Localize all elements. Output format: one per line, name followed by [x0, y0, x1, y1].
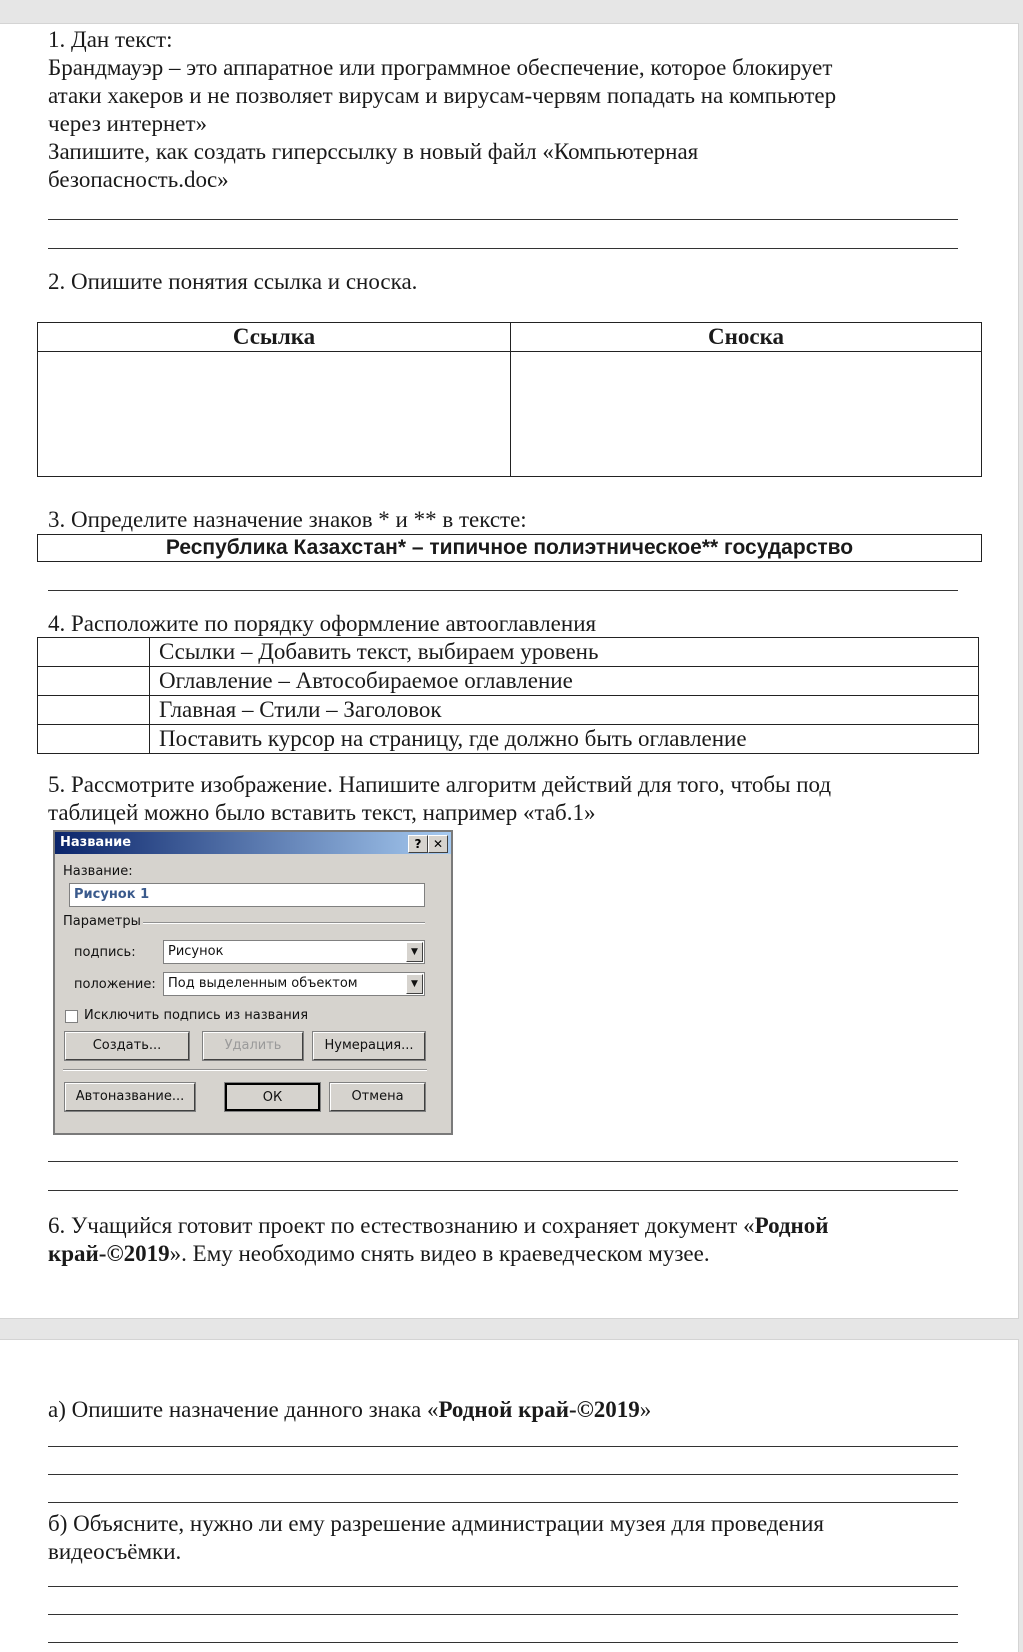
autocaption-button[interactable]: Автоназвание...	[65, 1083, 195, 1111]
q1-text-line: Запишите, как создать гиперссылку в новый файл «Компьютерная	[48, 139, 699, 164]
delete-label-button[interactable]: Удалить	[203, 1032, 303, 1060]
q6a-doc-name-bold: Родной край-©2019	[438, 1397, 640, 1422]
q6a-text-line	[48, 1396, 651, 1424]
numbering-button[interactable]: Нумерация...	[313, 1032, 425, 1060]
caption-input[interactable]: Рисунок 1	[69, 883, 425, 907]
caption-label: Название:	[63, 864, 133, 879]
exclude-label: Исключить подпись из названия	[84, 1008, 309, 1023]
answer-line	[48, 1190, 958, 1191]
position-label: положение:	[74, 977, 156, 992]
exclude-checkbox[interactable]	[65, 1010, 78, 1023]
q6-text-line	[48, 1240, 710, 1268]
answer-line	[48, 1474, 958, 1475]
order-number-cell[interactable]	[38, 696, 150, 725]
q6a-text: »	[639, 1397, 652, 1422]
q5-text-line: таблицей можно было вставить текст, например «таб.1»	[48, 800, 596, 825]
q6-doc-name-bold: Родной	[754, 1213, 829, 1238]
position-select[interactable]	[163, 972, 425, 996]
chevron-down-icon[interactable]: ▼	[406, 974, 423, 994]
q1-text-line: безопасность.doc»	[48, 167, 229, 192]
answer-line	[48, 219, 958, 220]
q6-text-line	[48, 1212, 829, 1240]
answer-line	[48, 1446, 958, 1447]
order-table	[37, 637, 979, 754]
q1-text-line: атаки хакеров и не позволяет вирусам и вирусам-червям попадать на компьютер	[48, 83, 837, 108]
label-select[interactable]	[163, 940, 425, 964]
order-number-cell[interactable]	[38, 667, 150, 696]
help-icon[interactable]: ?	[408, 835, 428, 853]
params-group-label: Параметры	[63, 914, 141, 929]
q3-heading: 3. Определите назначение знаков * и ** в тексте:	[48, 507, 527, 532]
label-select-value: Рисунок	[168, 944, 224, 959]
order-step: Поставить курсор на страницу, где должно быть оглавление	[150, 725, 979, 754]
caption-dialog	[53, 830, 453, 1135]
answer-line	[48, 1161, 958, 1162]
order-step: Ссылки – Добавить текст, выбираем уровень	[150, 638, 979, 667]
col-header-footnote: Сноска	[511, 323, 982, 352]
dialog-divider	[63, 1069, 427, 1071]
q6b-text-line: видеосъёмки.	[48, 1539, 182, 1564]
label-label: подпись:	[74, 945, 136, 960]
q6-text: 6. Учащийся готовит проект по естествознанию и сохраняет документ «	[48, 1213, 755, 1238]
close-icon[interactable]: ✕	[428, 835, 448, 853]
group-divider	[143, 922, 425, 924]
q5-text-line: 5. Рассмотрите изображение. Напишите алгоритм действий для того, чтобы под	[48, 772, 832, 797]
cancel-button[interactable]: Отмена	[330, 1083, 425, 1111]
q1-heading: 1. Дан текст:	[48, 27, 173, 52]
q6a-text: а) Опишите назначение данного знака «	[48, 1397, 439, 1422]
q4-heading: 4. Расположите по порядку оформление автооглавления	[48, 611, 597, 636]
answer-line	[48, 248, 958, 249]
q6-text: ». Ему необходимо снять видео в краеведческом музее.	[169, 1241, 710, 1266]
new-label-button[interactable]: Создать...	[65, 1032, 189, 1060]
order-step: Оглавление – Автособираемое оглавление	[150, 667, 979, 696]
q6b-text-line: б) Объясните, нужно ли ему разрешение администрации музея для проведения	[48, 1511, 824, 1536]
q1-text-line: Брандмауэр – это аппаратное или программное обеспечение, которое блокирует	[48, 55, 833, 80]
dialog-title: Название	[60, 835, 132, 850]
answer-cell-link[interactable]	[38, 352, 511, 477]
col-header-link: Ссылка	[38, 323, 511, 352]
ok-button[interactable]: ОК	[225, 1083, 320, 1111]
answer-line	[48, 1586, 958, 1587]
dialog-titlebar	[55, 832, 451, 854]
worksheet-page-2	[0, 1340, 1018, 1652]
definitions-table	[37, 322, 982, 477]
order-step: Главная – Стили – Заголовок	[150, 696, 979, 725]
q2-heading: 2. Опишите понятия ссылка и сноска.	[48, 269, 418, 294]
answer-line	[48, 1502, 958, 1503]
q3-sentence: Республика Казахстан* – типичное полиэтническое** государство	[37, 534, 982, 562]
answer-line	[48, 590, 958, 591]
answer-line	[48, 1614, 958, 1615]
position-select-value: Под выделенным объектом	[168, 976, 358, 991]
answer-cell-footnote[interactable]	[511, 352, 982, 477]
q1-text-line: через интернет»	[48, 111, 208, 136]
answer-line	[48, 1642, 958, 1643]
order-number-cell[interactable]	[38, 638, 150, 667]
chevron-down-icon[interactable]: ▼	[406, 942, 423, 962]
q6-doc-name-bold: край-©2019	[48, 1241, 170, 1266]
order-number-cell[interactable]	[38, 725, 150, 754]
